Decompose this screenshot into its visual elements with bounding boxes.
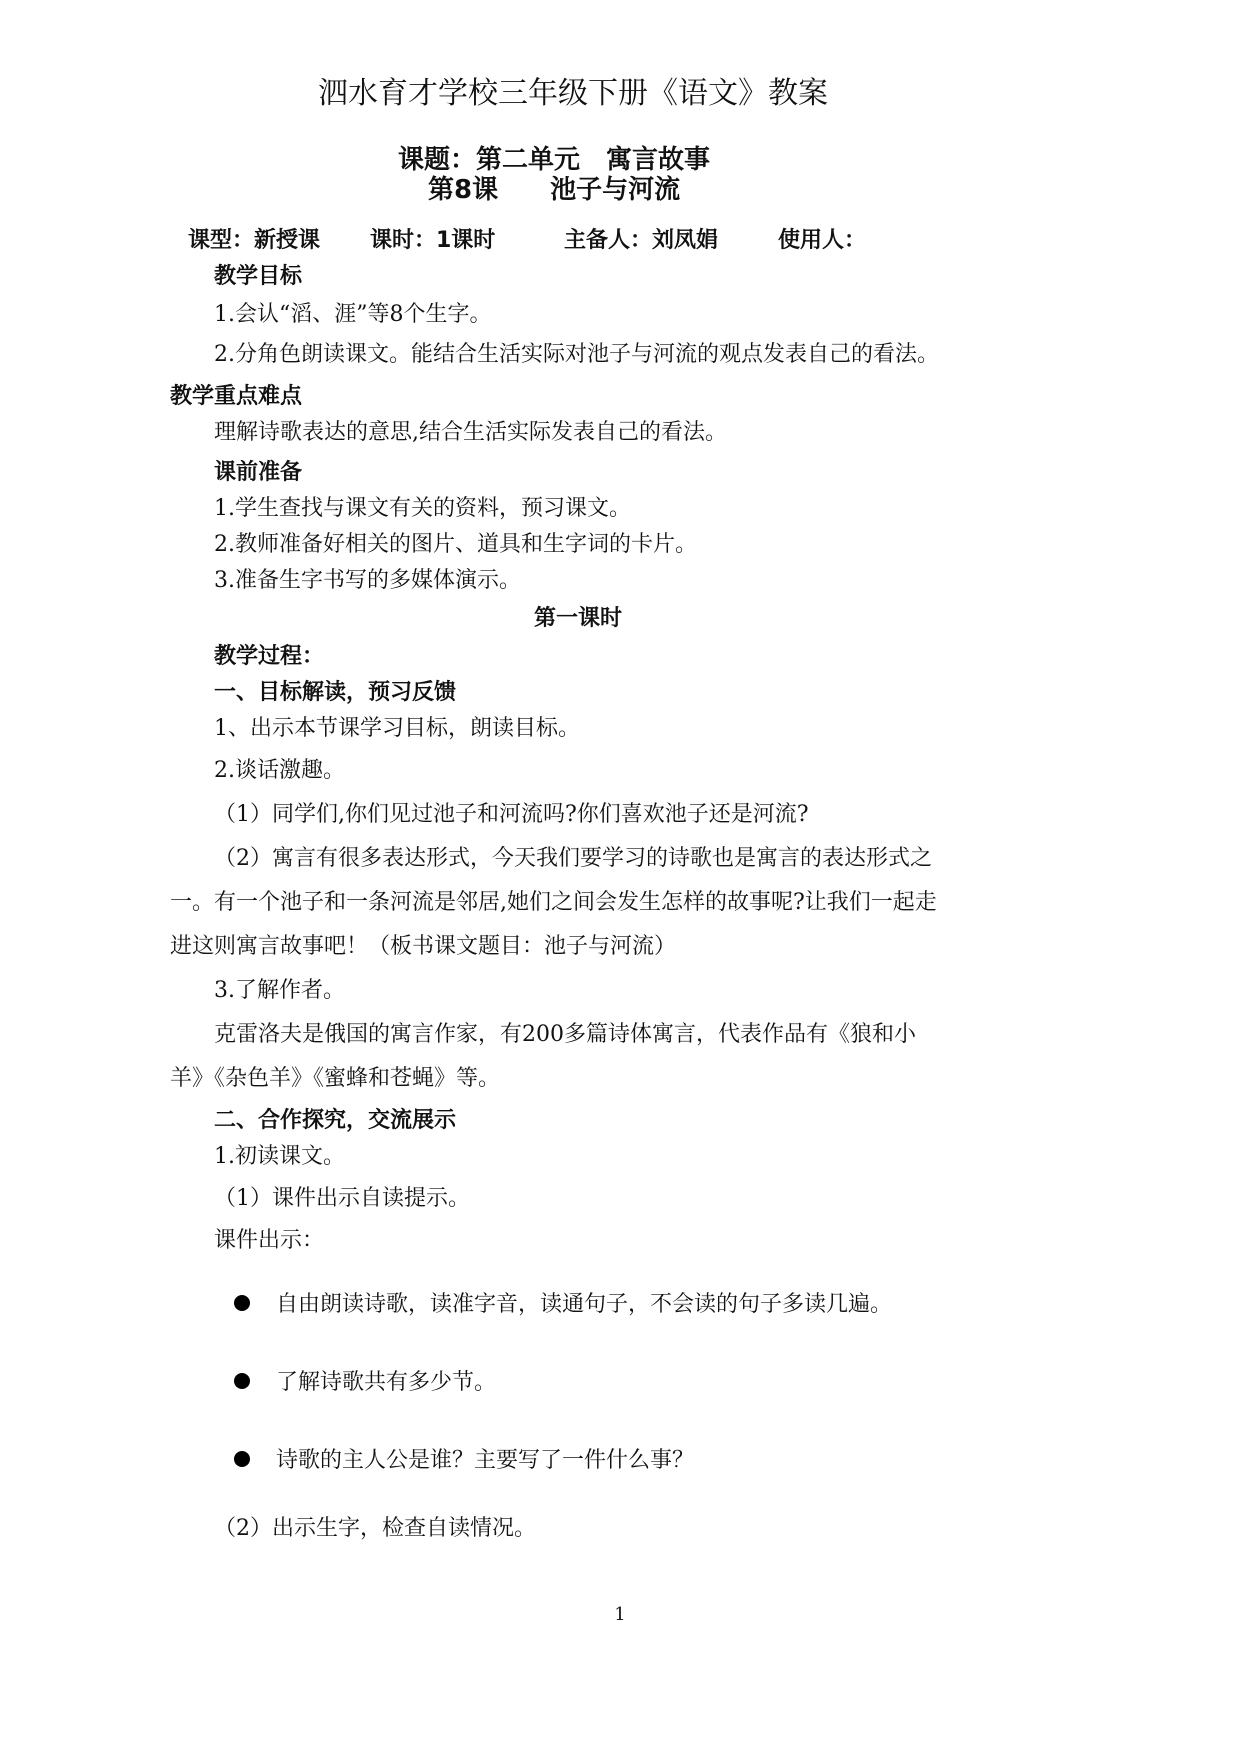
section-1-heading: 一、目标解读，预习反馈	[214, 680, 457, 705]
bullet-item	[234, 1290, 892, 1320]
s1-item-3: 3.了解作者。	[214, 978, 345, 1003]
s1-question-1: （1）同学们,你们见过池子和河流吗?你们喜欢池子还是河流?	[214, 802, 809, 827]
meta-hours: 课时：1课时	[370, 228, 496, 253]
courseware-label: 课件出示：	[214, 1228, 325, 1253]
prep-2: 2.教师准备好相关的图片、道具和生字词的卡片。	[214, 532, 697, 557]
s1-item-1: 1、出示本节课学习目标，朗读目标。	[214, 716, 580, 741]
topic-line: 课题：第二单元 寓言故事	[398, 145, 711, 175]
school-title: 泗水育才学校三年级下册《语文》教案	[318, 76, 828, 111]
bullet-item	[234, 1446, 694, 1476]
s1-question-2-line-2: 一。有一个池子和一条河流是邻居,她们之间会发生怎样的故事呢?让我们一起走	[170, 890, 937, 915]
goal-1: 1.会认“滔、涯”等8个生字。	[214, 302, 492, 327]
key-text: 理解诗歌表达的意思,结合生活实际发表自己的看法。	[214, 420, 727, 445]
bullet-text: 自由朗读诗歌，读准字音，读通句子，不会读的句子多读几遍。	[276, 1292, 893, 1317]
s1-item-2: 2.谈话激趣。	[214, 758, 345, 783]
s2-sub-1: （1）课件出示自读提示。	[214, 1186, 470, 1211]
goal-2: 2.分角色朗读课文。能结合生活实际对池子与河流的观点发表自己的看法。	[214, 342, 939, 367]
meta-preparer: 主备人：刘凤娟	[564, 228, 719, 253]
author-line-1: 克雷洛夫是俄国的寓言作家，有200多篇诗体寓言，代表作品有《狼和小	[214, 1022, 916, 1047]
bullet-text: 了解诗歌共有多少节。	[276, 1370, 497, 1395]
s1-question-2-line-1: （2）寓言有很多表达形式，今天我们要学习的诗歌也是寓言的表达形式之	[214, 846, 932, 871]
bullet-text: 诗歌的主人公是谁？主要写了一件什么事？	[276, 1448, 695, 1473]
period-heading: 第一课时	[534, 606, 623, 631]
s1-question-2-line-3: 进这则寓言故事吧！（板书课文题目：池子与河流）	[170, 934, 677, 959]
key-heading: 教学重点难点	[170, 384, 303, 409]
page-number: 1	[614, 1604, 626, 1625]
s2-item-1: 1.初读课文。	[214, 1144, 345, 1169]
prep-3: 3.准备生字书写的多媒体演示。	[214, 568, 521, 593]
goals-heading: 教学目标	[214, 264, 303, 289]
meta-type: 课型：新授课	[188, 228, 321, 253]
lesson-line: 第8课 池子与河流	[428, 175, 681, 205]
bullet-dot-icon	[234, 1451, 250, 1467]
author-line-2: 羊》《杂色羊》《蜜蜂和苍蝇》等。	[170, 1066, 501, 1091]
s2-sub-2: （2）出示生字，检查自读情况。	[214, 1516, 536, 1541]
bullet-dot-icon	[234, 1373, 250, 1389]
process-heading: 教学过程：	[214, 644, 325, 669]
section-2-heading: 二、合作探究，交流展示	[214, 1108, 457, 1133]
prep-heading: 课前准备	[214, 460, 303, 485]
bullet-item	[234, 1368, 496, 1398]
meta-user: 使用人：	[778, 228, 867, 253]
bullet-dot-icon	[234, 1295, 250, 1311]
prep-1: 1.学生查找与课文有关的资料，预习课文。	[214, 496, 631, 521]
